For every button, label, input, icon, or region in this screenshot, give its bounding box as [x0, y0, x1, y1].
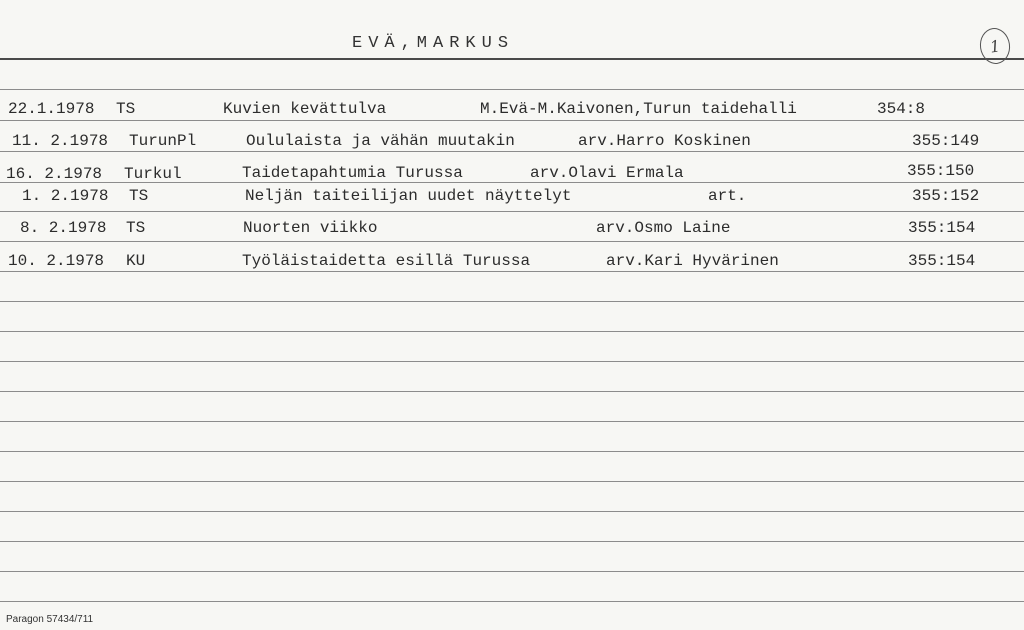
- ruled-line: [0, 571, 1024, 572]
- entry-source: TS: [129, 187, 149, 205]
- ruled-line: [0, 271, 1024, 272]
- ruled-line: [0, 541, 1024, 542]
- entry-source: TS: [116, 100, 136, 118]
- ruled-line: [0, 151, 1024, 152]
- ruled-line: [0, 120, 1024, 121]
- ruled-line: [0, 511, 1024, 512]
- entry-source: TurunPl: [129, 132, 197, 150]
- entry-title: Työläistaidetta esillä Turussa: [242, 252, 531, 270]
- entry-author: arv.Osmo Laine: [596, 219, 731, 237]
- entry-title: Neljän taiteilijan uudet näyttelyt: [245, 187, 572, 205]
- entry-title: Nuorten viikko: [243, 219, 378, 237]
- entry-author: arv.Harro Koskinen: [578, 132, 751, 150]
- entry-source: KU: [126, 252, 146, 270]
- ruled-line: [0, 89, 1024, 90]
- entry-source: Turkul: [124, 165, 182, 183]
- entry-ref: 355:152: [912, 187, 980, 205]
- entry-date: 8. 2.1978: [20, 219, 107, 237]
- ruled-line: [0, 481, 1024, 482]
- entry-date: 16. 2.1978: [6, 165, 103, 183]
- entry-author: arv.Olavi Ermala: [530, 164, 684, 182]
- entry-date: 1. 2.1978: [22, 187, 109, 205]
- entry-date: 11. 2.1978: [12, 132, 109, 150]
- card-name-heading: EVÄ,MARKUS: [352, 34, 515, 53]
- ruled-line: [0, 421, 1024, 422]
- ruled-line: [0, 331, 1024, 332]
- ruled-line: [0, 601, 1024, 602]
- entry-ref: 355:154: [908, 252, 976, 270]
- header-rule: [0, 58, 1024, 60]
- ruled-line: [0, 391, 1024, 392]
- entry-ref: 355:150: [907, 162, 975, 180]
- entry-author: art.: [708, 187, 747, 205]
- card-footer-imprint: Paragon 57434/711: [6, 614, 94, 625]
- entry-title: Taidetapahtumia Turussa: [242, 164, 463, 182]
- entry-date: 22.1.1978: [8, 100, 95, 118]
- ruled-line: [0, 211, 1024, 212]
- entry-ref: 355:149: [912, 132, 980, 150]
- entry-title: Oululaista ja vähän muutakin: [246, 132, 515, 150]
- ruled-line: [0, 451, 1024, 452]
- ruled-line: [0, 301, 1024, 302]
- entry-ref: 354:8: [877, 100, 926, 118]
- entry-source: TS: [126, 219, 146, 237]
- entry-date: 10. 2.1978: [8, 252, 105, 270]
- entry-author: M.Evä-M.Kaivonen,Turun taidehalli: [480, 100, 797, 118]
- ruled-line: [0, 241, 1024, 242]
- page-number-mark: 1: [978, 26, 1013, 66]
- entry-author: arv.Kari Hyvärinen: [606, 252, 779, 270]
- entry-title: Kuvien kevättulva: [223, 100, 387, 118]
- ruled-line: [0, 361, 1024, 362]
- entry-ref: 355:154: [908, 219, 976, 237]
